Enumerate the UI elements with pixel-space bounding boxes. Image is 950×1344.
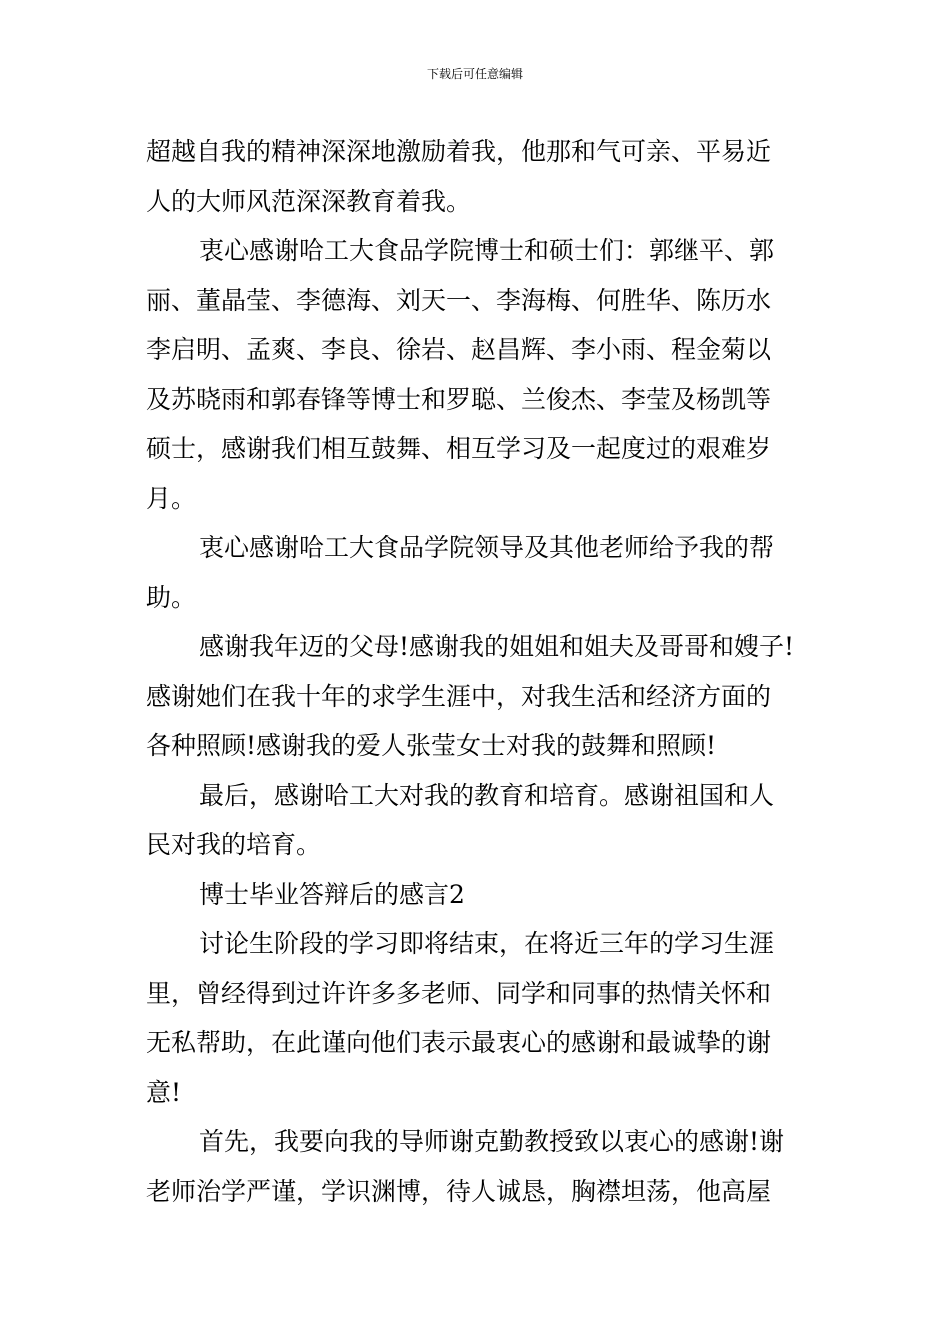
- text-line: 助。: [146, 582, 197, 612]
- text-line: 丽、董晶莹、李德海、刘天一、李海梅、何胜华、陈历水: [146, 285, 772, 315]
- text-line: 衷心感谢哈工大食品学院领导及其他老师给予我的帮: [199, 533, 775, 562]
- text-line: 李启明、孟爽、李良、徐岩、赵昌辉、李小雨、程金菊以: [146, 335, 772, 364]
- text-line: 感谢我年迈的父母!感谢我的姐姐和姐夫及哥哥和嫂子!: [199, 632, 795, 661]
- document-body: [146, 127, 808, 1216]
- text-line: 民对我的培育。: [146, 830, 322, 859]
- page-header: 下载后可任意编辑: [426, 67, 523, 81]
- text-line: 里，曾经得到过许许多多老师、同学和同事的热情关怀和: [146, 978, 772, 1008]
- text-line: 超越自我的精神深深地激励着我，他那和气可亲、平易近: [146, 137, 772, 166]
- text-line: 衷心感谢哈工大食品学院博士和硕士们：郭继平、郭: [199, 236, 775, 265]
- text-line: 各种照顾!感谢我的爱人张莹女士对我的鼓舞和照顾!: [146, 731, 717, 760]
- text-line: 月。: [146, 483, 197, 513]
- text-line: 无私帮助，在此谨向他们表示最衷心的感谢和最诚挚的谢: [146, 1028, 772, 1057]
- text-line: 老师治学严谨，学识渊博，待人诚恳，胸襟坦荡，他高屋: [146, 1176, 772, 1206]
- text-line: 首先，我要向我的导师谢克勤教授致以衷心的感谢!谢: [199, 1127, 785, 1156]
- text-line: 及苏晓雨和郭春锋等博士和罗聪、兰俊杰、李莹及杨凯等: [146, 384, 772, 414]
- text-line: 硕士，感谢我们相互鼓舞、相互学习及一起度过的艰难岁: [146, 434, 772, 463]
- text-line: 感谢她们在我十年的求学生涯中，对我生活和经济方面的: [146, 681, 772, 711]
- text-line: 最后，感谢哈工大对我的教育和培育。感谢祖国和人: [199, 780, 775, 810]
- text-line: 意!: [146, 1077, 182, 1107]
- text-line: 博士毕业答辩后的感言2: [199, 879, 465, 909]
- text-line: 人的大师风范深深教育着我。: [146, 186, 472, 216]
- text-line: 讨论生阶段的学习即将结束，在将近三年的学习生涯: [199, 929, 775, 958]
